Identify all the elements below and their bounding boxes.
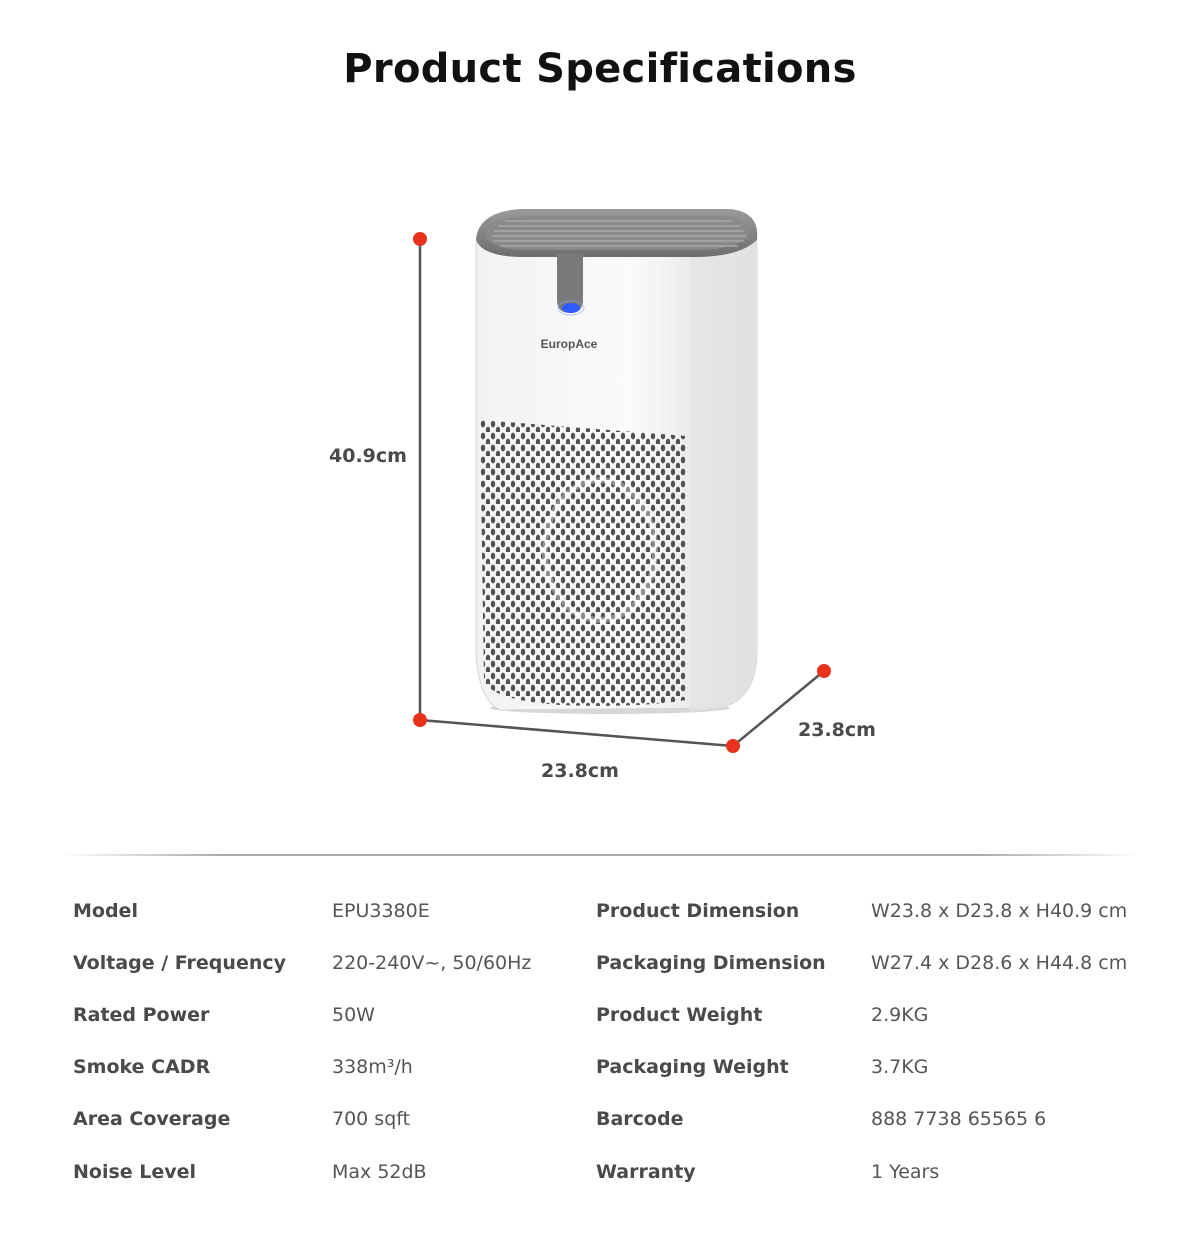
- page-title: Product Specifications: [343, 46, 857, 92]
- spec-label: Packaging Weight: [596, 1056, 789, 1078]
- spec-value: 220-240V~, 50/60Hz: [332, 952, 532, 974]
- spec-label: Product Dimension: [596, 900, 800, 922]
- spec-value: 50W: [332, 1004, 375, 1026]
- spec-label: Voltage / Frequency: [73, 952, 286, 974]
- spec-label: Packaging Dimension: [596, 952, 826, 974]
- spec-row: [0, 1157, 1200, 1187]
- spec-value: 3.7KG: [871, 1056, 929, 1078]
- spec-value: W27.4 x D28.6 x H44.8 cm: [871, 952, 1128, 974]
- spec-value: 2.9KG: [871, 1004, 929, 1026]
- spec-row: [0, 1104, 1200, 1134]
- section-divider: [60, 854, 1140, 856]
- spec-label: Rated Power: [73, 1004, 210, 1026]
- spec-label: Product Weight: [596, 1004, 763, 1026]
- width-dimension-label: 23.8cm: [541, 760, 619, 782]
- spec-value: 888 7738 65565 6: [871, 1108, 1047, 1130]
- depth-dimension-label: 23.8cm: [798, 719, 876, 741]
- spec-row: [0, 1052, 1200, 1082]
- spec-row: [0, 1000, 1200, 1030]
- spec-row: [0, 948, 1200, 978]
- spec-value: 338m³/h: [332, 1056, 413, 1078]
- height-dimension-label: 40.9cm: [329, 445, 407, 467]
- spec-label: Noise Level: [73, 1161, 197, 1183]
- spec-value: 700 sqft: [332, 1108, 411, 1130]
- spec-value: EPU3380E: [332, 900, 430, 922]
- brand-logo: EuropAce: [540, 337, 598, 351]
- spec-row: [0, 896, 1200, 926]
- spec-value: 1 Years: [871, 1161, 940, 1183]
- spec-label: Area Coverage: [73, 1108, 231, 1130]
- spec-label: Smoke CADR: [73, 1056, 211, 1078]
- spec-value: W23.8 x D23.8 x H40.9 cm: [871, 900, 1128, 922]
- spec-label: Barcode: [596, 1108, 684, 1130]
- spec-label: Model: [73, 900, 138, 922]
- air-purifier-illustration: [476, 209, 757, 714]
- spec-label: Warranty: [596, 1161, 696, 1183]
- spec-value: Max 52dB: [332, 1161, 427, 1183]
